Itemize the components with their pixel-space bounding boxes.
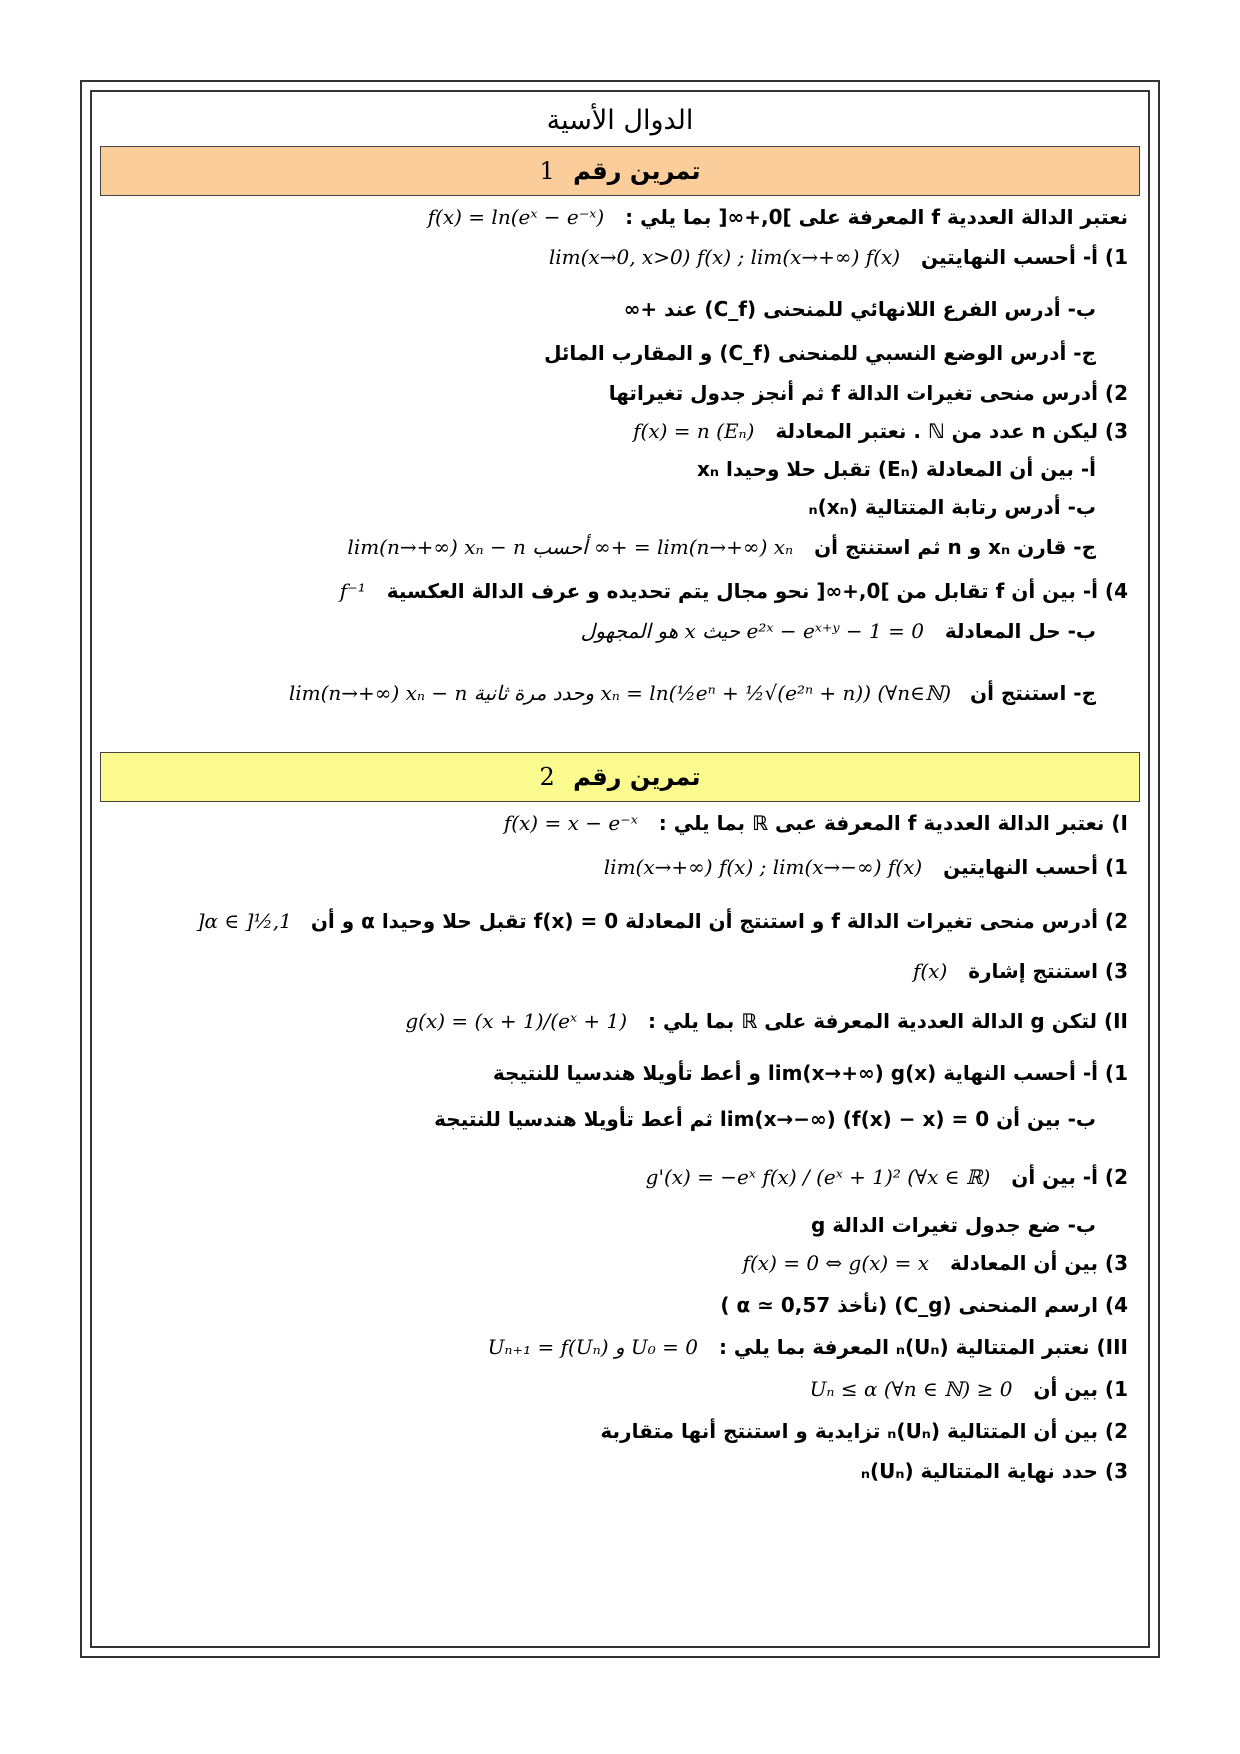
exercise-1-line-6-text: 3) ليكن n عدد من ℕ . نعتبر المعادلة <box>775 419 1128 443</box>
exercise-2-line-2 <box>604 848 1128 886</box>
exercise-1-line-3 <box>624 290 1096 328</box>
exercise-2-line-4-text: 3) استنتج إشارة <box>968 959 1128 983</box>
exercise-2-line-6 <box>493 1054 1128 1092</box>
exercise-2-line-12-text: III) نعتبر المتتالية (Uₙ)ₙ المعرفة بما يلي : <box>718 1335 1128 1359</box>
exercise-2-line-3-text: 2) أدرس منحى تغيرات الدالة f و استنتج أن المعادلة f(x) = 0 تقبل حلا وحيدا α و أن <box>310 909 1128 933</box>
exercise-2-line-3-math: α ∈ ]½,1[ <box>196 909 292 933</box>
exercise-1-line-10 <box>340 572 1128 610</box>
exercise-2-line-12 <box>488 1328 1128 1366</box>
exercise-1-line-10-math: f⁻¹ <box>339 579 366 603</box>
exercise-1-line-6-math: f(x) = n (Eₙ) <box>633 419 755 443</box>
exercise-2-line-2-math: lim(x→+∞) f(x) ; lim(x→−∞) f(x) <box>603 855 923 879</box>
exercise-2-line-13-text: 1) بين أن <box>1033 1377 1128 1401</box>
page-title: الدوال الأسية <box>546 105 694 136</box>
exercise-1-line-6 <box>633 412 1128 450</box>
exercise-1-line-9 <box>347 528 1096 566</box>
exercise-1-line-5-text: 2) أدرس منحى تغيرات الدالة f ثم أنجز جدول تغيراتها <box>608 381 1128 405</box>
exercise-2-header-label: تمرين رقم <box>573 763 701 791</box>
exercise-2-line-1-text: I) نعتبر الدالة العددية f المعرفة عبى ℝ بما يلي : <box>658 811 1128 835</box>
exercise-2-line-11 <box>720 1286 1128 1324</box>
exercise-1-header-number: 1 <box>539 157 555 185</box>
exercise-2-line-12-math: U₀ = 0 و Uₙ₊₁ = f(Uₙ) <box>487 1335 698 1359</box>
exercise-2-header-number: 2 <box>539 763 555 791</box>
exercise-2-line-5 <box>405 1002 1128 1040</box>
exercise-1-line-3-text: ب- أدرس الفرع اللانهائي للمنحنى (C_f) عند +∞ <box>623 297 1096 321</box>
exercise-1-line-12-math: xₙ = ln(½eⁿ + ½√(e²ⁿ + n)) (∀n∈ℕ) وحدد مرة ثانية lim(n→+∞) xₙ − n <box>288 681 952 705</box>
exercise-1-line-5 <box>609 374 1128 412</box>
exercise-2-line-13 <box>810 1370 1128 1408</box>
exercise-2-line-14 <box>600 1412 1128 1450</box>
page-border-inner <box>90 90 1150 1648</box>
exercise-1-line-11 <box>581 612 1096 650</box>
exercise-2-line-9 <box>811 1206 1096 1244</box>
exercise-1-line-1 <box>428 198 1128 236</box>
exercise-2-line-14-text: 2) بين أن المتتالية (Uₙ)ₙ تزايدية و استنتج أنها متقاربة <box>600 1419 1128 1443</box>
exercise-2-line-4 <box>913 952 1128 990</box>
exercise-1-line-12 <box>289 674 1096 712</box>
exercise-1-line-1-text: نعتبر الدالة العددية f المعرفة على ]0,+∞[ بما يلي : <box>625 205 1128 229</box>
exercise-2-line-8 <box>646 1158 1128 1196</box>
exercise-1-line-4 <box>544 334 1096 372</box>
exercise-2-line-11-text: 4) ارسم المنحنى (C_g) (نأخذ α ≃ 0,57 ) <box>720 1293 1128 1317</box>
exercise-2-line-6-text: 1) أ- أحسب النهاية lim(x→+∞) g(x) و أعط تأويلا هندسيا للنتيجة <box>492 1061 1128 1085</box>
exercise-1-header-label: تمرين رقم <box>573 157 701 185</box>
exercise-2-line-1-math: f(x) = x − e⁻ˣ <box>503 811 638 835</box>
exercise-1-line-9-text: ج- قارن xₙ و n ثم استنتج أن <box>814 535 1096 559</box>
exercise-1-line-10-text: 4) أ- بين أن f تقابل من ]0,+∞[ نحو مجال يتم تحديده و عرف الدالة العكسية <box>386 579 1128 603</box>
exercise-2-line-13-math: 0 ≤ Uₙ ≤ α (∀n ∈ ℕ) <box>809 1377 1013 1401</box>
exercise-2-header <box>100 752 1140 802</box>
exercise-2-line-3 <box>197 902 1128 940</box>
exercise-1-line-8 <box>809 488 1097 526</box>
exercise-2-line-9-text: ب- ضع جدول تغيرات الدالة g <box>810 1213 1096 1237</box>
exercise-1-line-2-text: 1) أ- أحسب النهايتين <box>921 245 1128 269</box>
exercise-1-line-2 <box>549 238 1128 276</box>
exercise-2-line-15-text: 3) حدد نهاية المتتالية (Uₙ)ₙ <box>860 1459 1128 1483</box>
exercise-1-line-4-text: ج- أدرس الوضع النسبي للمنحنى (C_f) و المقارب المائل <box>544 341 1096 365</box>
exercise-2-line-10-math: f(x) = 0 ⇔ g(x) = x <box>742 1251 929 1275</box>
exercise-1-line-7-text: أ- بين أن المعادلة (Eₙ) تقبل حلا وحيدا xₙ <box>697 457 1096 481</box>
page-border-outer <box>80 80 1160 1658</box>
exercise-2-line-1 <box>504 804 1128 842</box>
exercise-1-line-8-text: ب- أدرس رتابة المتتالية (xₙ)ₙ <box>808 495 1096 519</box>
exercise-1-line-1-math: f(x) = ln(eˣ − e⁻ˣ) <box>427 205 605 229</box>
exercise-2-line-10-text: 3) بين أن المعادلة <box>949 1251 1128 1275</box>
exercise-1-header <box>100 146 1140 196</box>
exercise-1-line-11-math: e²ˣ − eˣ⁺ʸ − 1 = 0 حيث x هو المجهول <box>580 619 924 643</box>
exercise-1-line-12-text: ج- استنتج أن <box>970 681 1096 705</box>
exercise-2-line-7-text: ب- بين أن lim(x→−∞) (f(x) − x) = 0 ثم أعط تأويلا هندسيا للنتيجة <box>434 1107 1096 1131</box>
exercise-2-line-7 <box>434 1100 1096 1138</box>
exercise-2-line-8-math: g'(x) = −eˣ f(x) / (eˣ + 1)² (∀x ∈ ℝ) <box>645 1165 991 1189</box>
exercise-2-line-15 <box>861 1452 1128 1490</box>
exercise-1-line-2-math: lim(x→0, x>0) f(x) ; lim(x→+∞) f(x) <box>548 245 901 269</box>
exercise-2-line-5-math: g(x) = (x + 1)/(eˣ + 1) <box>405 1009 628 1033</box>
exercise-2-line-2-text: 1) أحسب النهايتين <box>943 855 1128 879</box>
exercise-1-line-11-text: ب- حل المعادلة <box>944 619 1096 643</box>
exercise-2-line-4-math: f(x) <box>912 959 948 983</box>
exercise-2-line-5-text: II) لتكن g الدالة العددية المعرفة على ℝ بما يلي : <box>648 1009 1128 1033</box>
exercise-2-line-8-text: 2) أ- بين أن <box>1011 1165 1128 1189</box>
exercise-2-line-10 <box>743 1244 1128 1282</box>
exercise-1-line-9-math: lim(n→+∞) xₙ = +∞ أحسب lim(n→+∞) xₙ − n <box>347 535 794 559</box>
exercise-1-line-7 <box>697 450 1096 488</box>
